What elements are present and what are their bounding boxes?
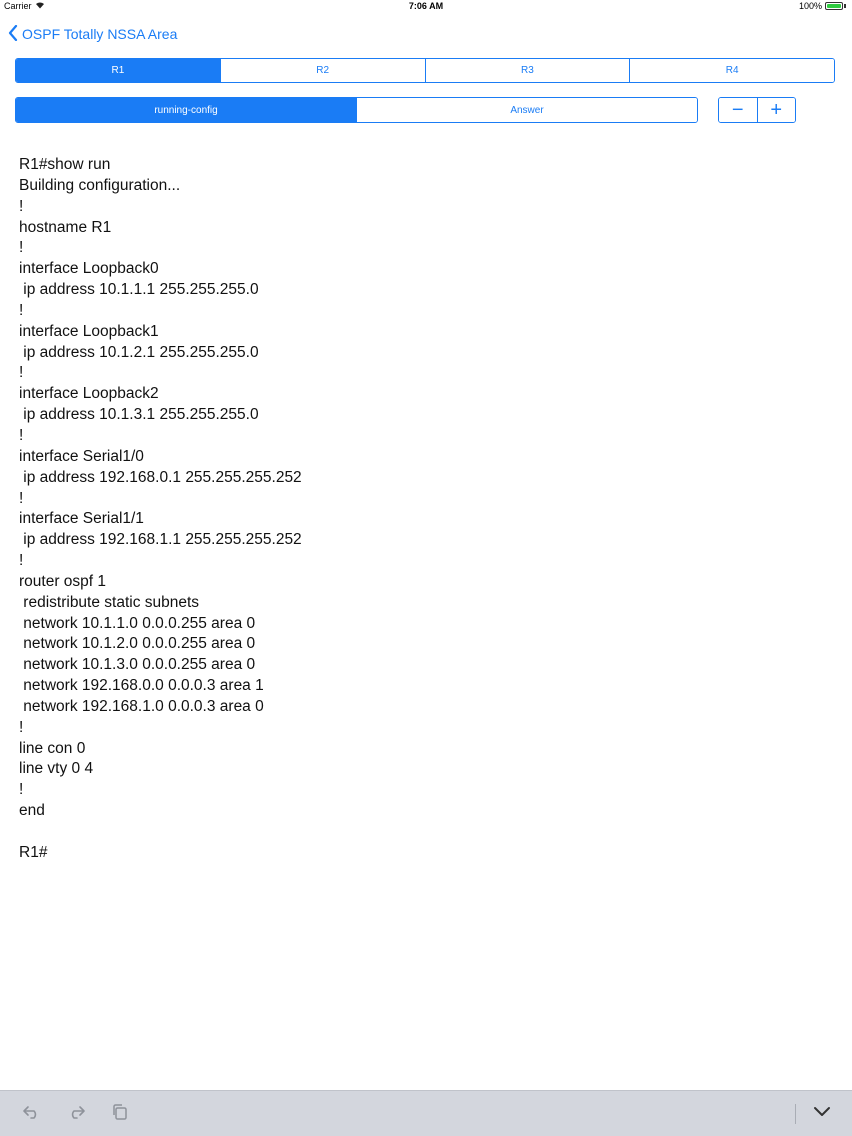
paste-button[interactable] (108, 1103, 132, 1125)
chevron-left-icon (8, 25, 18, 44)
terminal-line: interface Loopback1 (19, 322, 159, 340)
battery-icon (825, 2, 843, 10)
terminal-line (19, 822, 819, 843)
terminal-output[interactable] (19, 155, 819, 864)
terminal-line: ! (19, 426, 24, 444)
router-segmented-control (15, 58, 835, 83)
terminal-line: line vty 0 4 (19, 760, 94, 778)
terminal-line: ! (19, 239, 24, 257)
terminal-line: ip address 192.168.0.1 255.255.255.252 (19, 468, 302, 486)
decrease-button[interactable]: − (719, 98, 757, 122)
terminal-line: ! (19, 301, 24, 319)
terminal-line: ! (19, 552, 24, 570)
terminal-line: network 10.1.3.0 0.0.0.255 area 0 (19, 656, 256, 674)
tab-answer[interactable]: Answer (356, 98, 697, 122)
terminal-line: interface Loopback0 (19, 260, 159, 278)
tab-r3[interactable]: R3 (425, 59, 630, 82)
undo-icon (22, 1104, 42, 1125)
clock: 7:06 AM (408, 1, 444, 11)
back-button[interactable] (8, 23, 177, 45)
terminal-line: network 10.1.2.0 0.0.0.255 area 0 (19, 635, 256, 653)
terminal-line: hostname R1 (19, 218, 112, 236)
terminal-line: ! (19, 489, 24, 507)
undo-button[interactable] (20, 1103, 44, 1125)
terminal-line: ip address 192.168.1.1 255.255.255.252 (19, 531, 302, 549)
tab-running-config[interactable]: running-config (16, 98, 356, 122)
paste-icon (111, 1103, 129, 1126)
tab-r2[interactable]: R2 (220, 59, 425, 82)
terminal-line: ip address 10.1.2.1 255.255.255.0 (19, 343, 259, 361)
battery-tip (844, 4, 846, 8)
keyboard-toolbar (0, 1090, 852, 1136)
terminal-line: ! (19, 197, 24, 215)
terminal-line: ! (19, 781, 24, 799)
toolbar-divider (795, 1104, 796, 1124)
terminal-line: interface Serial1/0 (19, 447, 144, 465)
terminal-line: network 192.168.1.0 0.0.0.3 area 0 (19, 697, 264, 715)
terminal-line: network 10.1.1.0 0.0.0.255 area 0 (19, 614, 256, 632)
terminal-line: R1# (19, 843, 48, 861)
battery-fill (827, 4, 841, 8)
terminal-line: interface Serial1/1 (19, 510, 144, 528)
terminal-line: redistribute static subnets (19, 593, 200, 611)
increase-button[interactable]: + (757, 98, 796, 122)
redo-icon (66, 1104, 86, 1125)
terminal-line: router ospf 1 (19, 572, 107, 590)
chevron-down-icon (813, 1105, 831, 1123)
font-size-stepper (718, 97, 796, 123)
tab-r4[interactable]: R4 (629, 59, 834, 82)
carrier-label: Carrier (4, 1, 32, 11)
dismiss-keyboard-button[interactable] (810, 1103, 834, 1125)
battery-percent: 100% (798, 1, 822, 11)
terminal-line: interface Loopback2 (19, 385, 159, 403)
terminal-line: ! (19, 364, 24, 382)
terminal-line: Building configuration... (19, 176, 181, 194)
redo-button[interactable] (64, 1103, 88, 1125)
status-bar (0, 0, 852, 14)
back-title: OSPF Totally NSSA Area (22, 26, 178, 42)
terminal-line: ip address 10.1.3.1 255.255.255.0 (19, 406, 259, 424)
terminal-line: network 192.168.0.0 0.0.0.3 area 1 (19, 677, 264, 695)
terminal-line: R1#show run (19, 156, 111, 173)
terminal-line: ! (19, 718, 24, 736)
view-segmented-control (15, 97, 698, 123)
status-right (799, 1, 846, 11)
terminal-line: end (19, 802, 45, 820)
terminal-line: line con 0 (19, 739, 86, 757)
terminal-line: ip address 10.1.1.1 255.255.255.0 (19, 281, 259, 299)
tab-r1[interactable]: R1 (16, 59, 220, 82)
